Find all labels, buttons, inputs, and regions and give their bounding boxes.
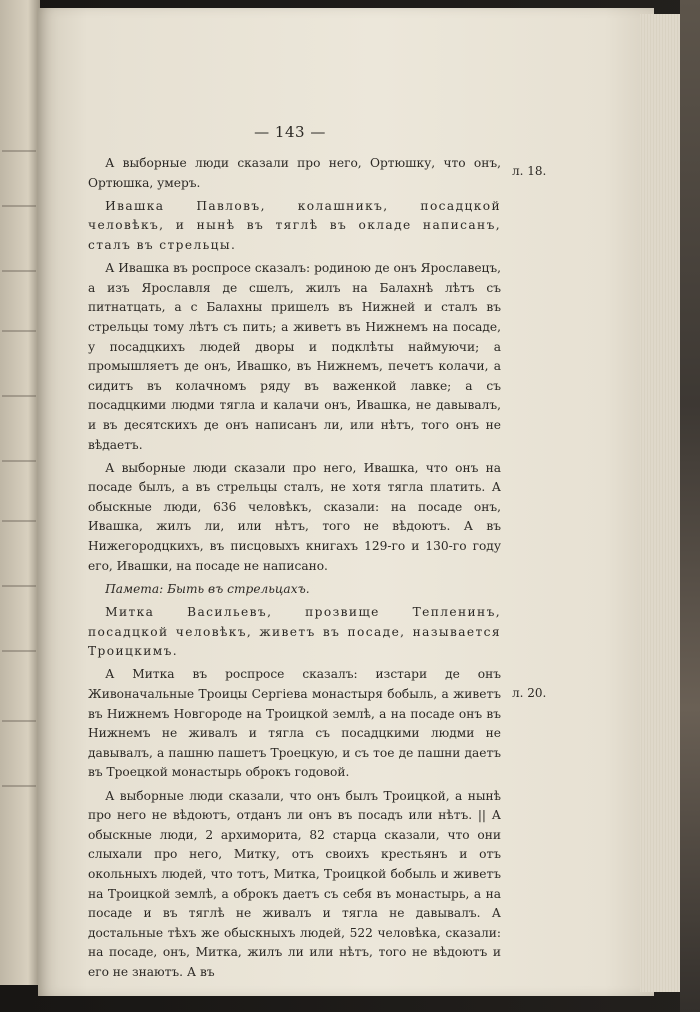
margin-note-folio: л. 20.: [512, 686, 547, 700]
text-fragment-line: [2, 330, 36, 332]
text-fragment-line: [2, 520, 36, 522]
paragraph: Митка Васильевъ, прозвище Тепленинъ, посадцкой человѣкъ, живетъ въ посаде, называется Троицкимъ.: [88, 605, 501, 659]
paragraph: А выборные люди сказали, что онъ былъ Троицкой, а нынѣ про него не вѣдоютъ, отданъ ли онъ въ посадъ или нѣтъ. || А обыскные люди, 2 архиморита, 82 старца сказали, что они слыхали про него, Митку, отъ своихъ крестьянъ и отъ окольныхъ людей, что тотъ, Митка, Троицкой бобыль и живетъ на Троицкой землѣ, а оброкъ даетъ съ себя въ монастырь, а на посаде и въ тяглѣ не живалъ и тягла не давывалъ. А достальные тѣхъ же обыскныхъ людей, 522 человѣка, сказали: на посаде, онъ, Митка, жилъ ли или нѣтъ, того не вѣдоютъ и его не знаютъ. А въ: [88, 788, 501, 979]
text-fragment-line: [2, 205, 36, 207]
text-fragment-line: [2, 585, 36, 587]
text-fragment-line: [2, 720, 36, 722]
paragraph: А Ивашка въ роспросе сказалъ: родиною де онъ Ярославецъ, а изъ Ярославля де сшелъ, жилъ на Балахнѣ лѣтъ съ питнатцать, а с Балахны пришелъ въ Нижней и сталъ въ стрельцы тому лѣтъ съ пить; а живетъ въ Нижнемъ на посаде, у посадцкихъ людей дворы и подклѣты наймуючи; а промышляетъ де онъ, Ивашко, въ Нижнемъ, печетъ колачи, а сидитъ въ колачномъ ряду въ важенкой лавке; а съ посадцкими людми тягла и калачи онъ, Ивашка, не давывалъ, и въ десятскихъ де онъ написанъ ли, или нѣтъ, того онъ не вѣдаетъ.: [88, 261, 501, 452]
paragraph: Ивашка Павловъ, колашникъ, посадцкой человѣкъ, и нынѣ въ тяглѣ въ окладе написанъ, сталъ въ стрельцы.: [88, 198, 501, 252]
paragraph: А выборные люди сказали про него, Ортюшку, что онъ, Ортюшка, умеръ.: [88, 156, 501, 190]
text-fragment-line: [2, 650, 36, 652]
text-fragment-line: [2, 460, 36, 462]
page-number: — 143 —: [254, 123, 326, 141]
facing-page-edge: [0, 0, 40, 985]
paragraph: А Митка въ роспросе сказалъ: изстари де онъ Живоначальные Троицы Сергіева монастыря бобыль, а живетъ въ Нижнемъ Новгороде на Троицкой землѣ, а на посаде онъ въ Нижнемъ не живалъ и тягла съ посадцкими людми не давывалъ, а пашню пашетъ Троецкую, и съ тое де пашни даетъ въ Троецкой монастырь оброкъ годовой.: [88, 667, 501, 780]
memo-paragraph: Памета: Быть въ стрельцахъ.: [105, 581, 310, 596]
book-cover-edge: [680, 0, 700, 1012]
text-fragment-line: [2, 395, 36, 397]
text-fragment-line: [2, 270, 36, 272]
text-fragment-line: [2, 785, 36, 787]
text-fragment-line: [2, 150, 36, 152]
page-stack-edges: [640, 14, 684, 992]
margin-note-folio: л. 18.: [512, 164, 547, 178]
body-text: [88, 154, 501, 986]
paragraph: А выборные люди сказали про него, Ивашка, что онъ на посаде былъ, а въ стрельцы сталъ, не хотя тягла платить. А обыскные люди, 636 человѣкъ, сказали: на посаде онъ, Ивашка, жилъ ли, или нѣтъ, того не вѣдоютъ. А въ Нижегородцкихъ, въ писцовыхъ книгахъ 129-го и 130-го году его, Ивашки, на посаде не написано.: [88, 460, 501, 573]
